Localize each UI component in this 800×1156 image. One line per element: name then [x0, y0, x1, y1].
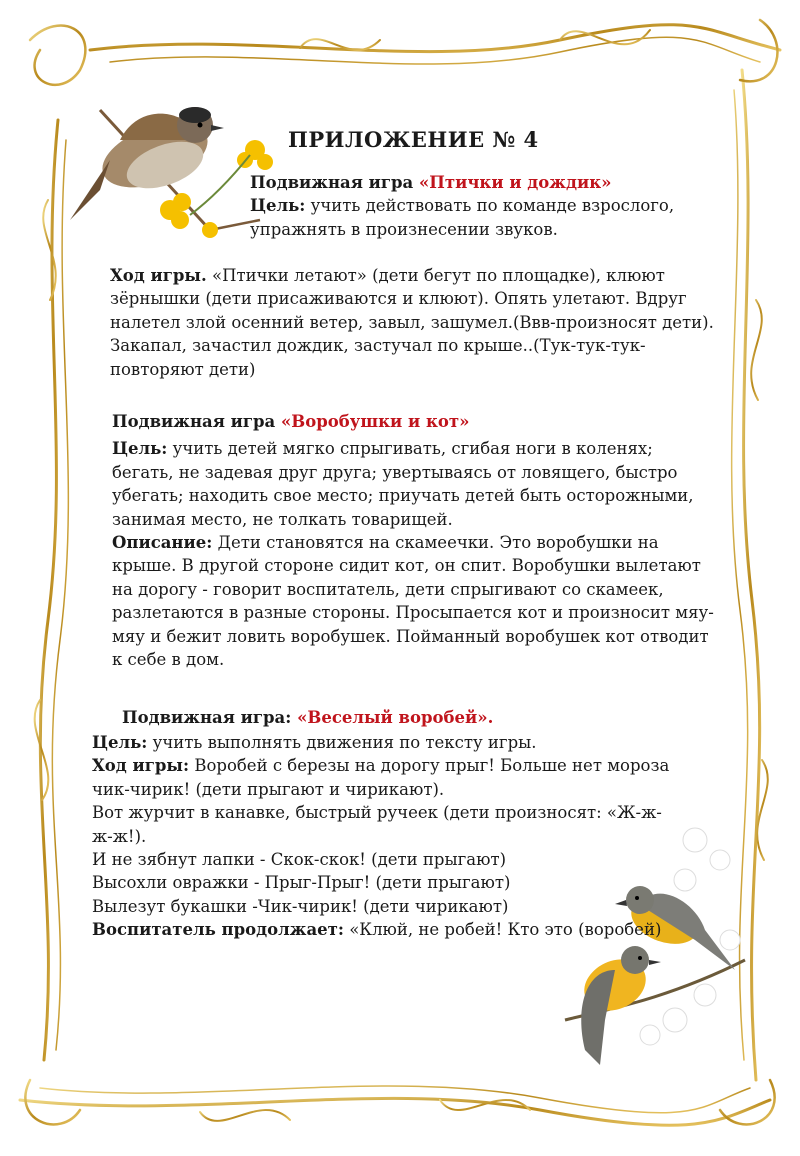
game1-course-block — [110, 264, 714, 381]
game2-desc-line: разлетаются в разные стороны. Просыпается кот и произносит мяу- — [112, 603, 714, 623]
game2-goal-line: Цель: учить детей мягко спрыгивать, сгибая ноги в коленях; — [112, 439, 653, 459]
game3-course-line: И не зябнут лапки - Скок-скок! (дети прыгают) — [92, 850, 507, 870]
game2-desc-line: на дорогу - говорит воспитатель, дети спрыгивают со скамеек, — [112, 579, 664, 599]
game3-block — [92, 731, 669, 942]
game3-course-line: Ход игры: Воробей с березы на дорогу прыг! Больше нет мороза — [92, 756, 670, 776]
game1-goal-line1: Цель: учить действовать по команде взрослого, — [250, 196, 675, 216]
game3-teacher-line: Воспитатель продолжает: «Клюй, не робей! Кто это (воробей) — [92, 920, 662, 940]
game2-block — [112, 410, 714, 671]
game2-goal-line: бегать, не задевая друг друга; увертываясь от ловящего, быстро — [112, 462, 678, 482]
game3-course-line: ж-ж!). — [92, 826, 147, 846]
game3-course-line: чик-чирик! (дети прыгают и чирикают). — [92, 779, 445, 799]
game1-course-line: Закапал, зачастил дождик, застучал по крыше..(Тук-тук-тук- — [110, 336, 646, 356]
game1-header-block — [250, 171, 674, 241]
game1-heading: Подвижная игра «Птички и дождик» — [250, 173, 612, 192]
game2-heading: Подвижная игра «Воробушки и кот» — [112, 412, 470, 431]
game2-desc-line: к себе в дом. — [112, 650, 225, 670]
game3-heading-text: Подвижная игра: «Веселый воробей». — [122, 708, 494, 727]
game2-desc-line: Описание: Дети становятся на скамеечки. Это воробушки на — [112, 533, 659, 553]
game1-goal-line2: упражнять в произнесении звуков. — [250, 219, 558, 239]
game1-course-line: зёрнышки (дети присаживаются и клюют). Опять улетают. Вдруг — [110, 289, 687, 309]
game3-goal-line: Цель: учить выполнять движения по тексту игры. — [92, 733, 537, 752]
game1-course-line: налетел злой осенний ветер, завыл, зашумел.(Ввв-произносят дети). — [110, 312, 714, 332]
game2-goal-line: убегать; находить свое место; приучать детей быть осторожными, — [112, 486, 694, 506]
game2-desc-line: крыше. В другой стороне сидит кот, он спит. Воробушки вылетают — [112, 556, 701, 576]
game3-course-line: Высохли овражки - Прыг-Прыг! (дети прыгают) — [92, 873, 511, 893]
game1-course-line: Ход игры. «Птички летают» (дети бегут по площадке), клюют — [110, 266, 665, 285]
game3-heading — [122, 706, 493, 729]
game2-goal-line: занимая место, не толкать товарищей. — [112, 509, 453, 529]
game1-course-line: повторяют дети) — [110, 359, 256, 379]
page-title: ПРИЛОЖЕНИЕ № 4 — [288, 127, 539, 152]
game3-course-line: Вылезут букашки -Чик-чирик! (дети чирикают) — [92, 896, 509, 916]
game2-desc-line: мяу и бежит ловить воробушек. Пойманный воробушек кот отводит — [112, 626, 709, 646]
game3-course-line: Вот журчит в канавке, быстрый ручеек (дети произносят: «Ж-ж- — [92, 803, 662, 823]
